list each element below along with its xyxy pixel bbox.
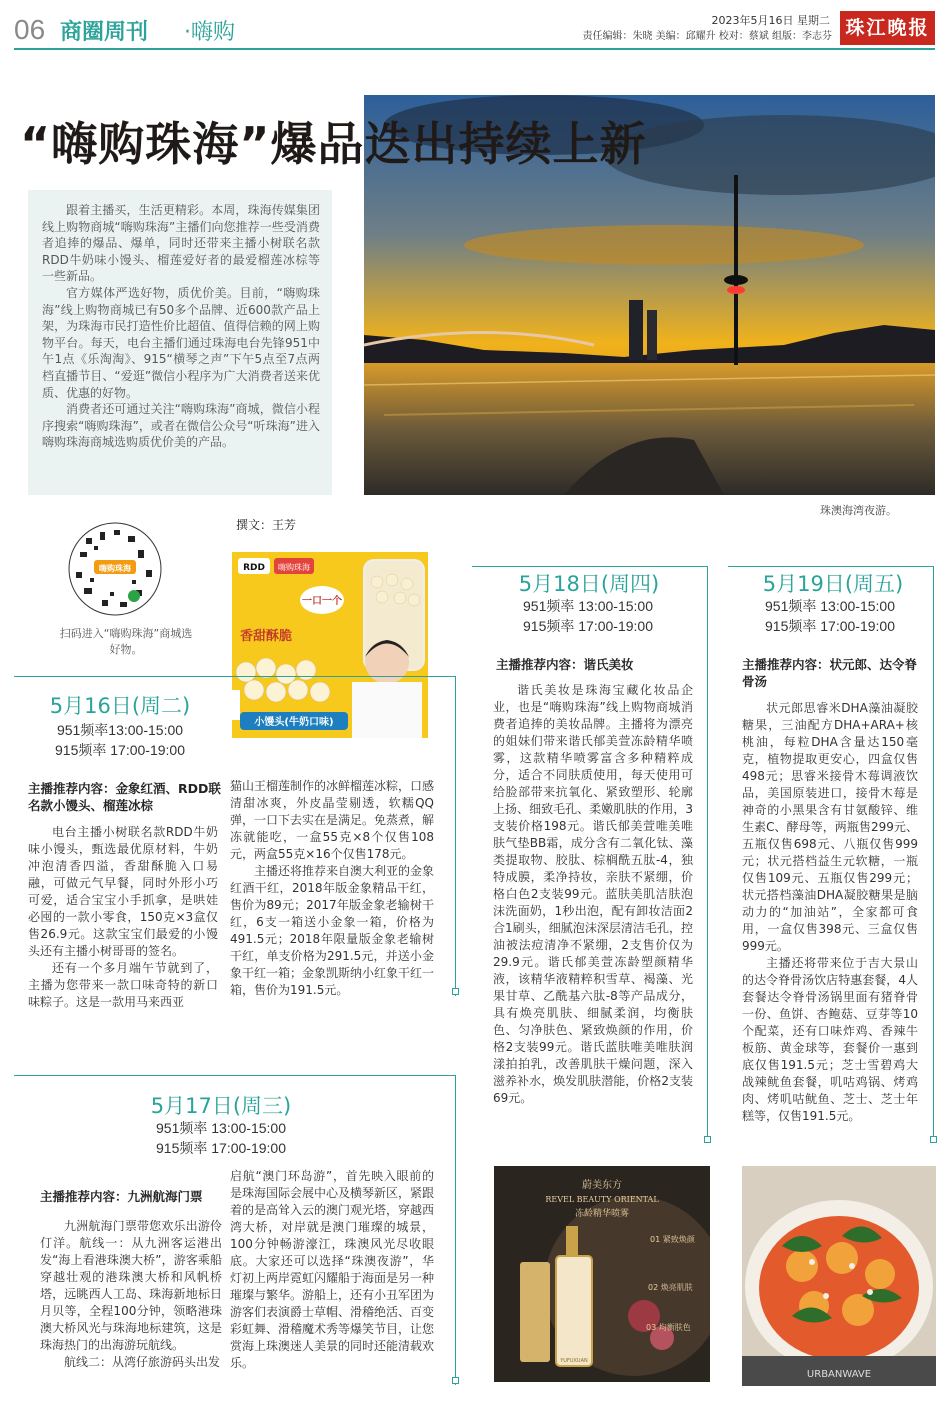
bubble-slogan: 一口一个 bbox=[302, 596, 342, 607]
qr-code[interactable] bbox=[66, 520, 164, 618]
paragraph: 主播还将推荐来自澳大利亚的金象红酒干红，2018年版金象精品干红，售价为89元；2017年版金象老输树干红，6支一箱送小金象一箱，价格为491.5元；2018年限量版金象老输树干红，单支价格为291.5元，并送小金象干红一箱；金象凯斯纳小红象干红一箱，售价为191.5元。 bbox=[230, 864, 435, 997]
intro-paragraph: 消费者还可通过关注“嗨购珠海”商城，微信小程序搜索“嗨购珠海”，或者在微信公众号“听珠海”进入嗨购珠海商城选购质优价美的产品。 bbox=[42, 402, 320, 450]
feature-1: 01 紧致焕颜 bbox=[650, 1235, 695, 1244]
revel-serum-product-image bbox=[494, 1166, 710, 1382]
paragraph: 航线二：从湾仔旅游码头出发 bbox=[64, 1355, 221, 1369]
header-rule bbox=[14, 48, 935, 50]
brand-cn: 蔚美东方 bbox=[582, 1180, 622, 1191]
page-number: 06 bbox=[14, 14, 46, 45]
feature-2: 02 焕亮肌肤 bbox=[648, 1283, 693, 1292]
bottle-brand: YUFUXUAN bbox=[560, 1358, 588, 1364]
qr-caption: 扫码进入“嗨购珠海”商城选好物。 bbox=[59, 627, 193, 656]
rdd-brand-logo: RDD bbox=[243, 563, 265, 573]
may16-body-right bbox=[230, 778, 434, 999]
byline: 撰文：王芳 bbox=[236, 518, 297, 532]
issue-date: 2023年5月16日 星期二 bbox=[711, 14, 830, 27]
paragraph: 谐氏美妆是珠海宝藏化妆品企业，也是“嗨购珠海”线上购物商城消费者追捧的美妆品牌。主播将为漂亮的姐妹们带来谐氏郁美萱冻龄精华喷雾，这款精华喷雾富含多种精粹成分，适合不同肤质使用，每天使用可给脸部带来抗氧化、紧致塑形、轮廓上扬、细致毛孔、柔嫩肌肤的作用，3支装价格198元。谐氏郁美萱唯美唯肤气垫BB霜，成分含有二氧化钛、藻类提取物、胶肽、棕榈酰五肽-4，独特成膜，柔净持妆，亲肤不紧绷，价格白色2支装99元。蓝肤美肌洁肤泡沫洗面奶，1秒出泡，配有卸妆洁面2合1刷头，细腻泡沫深层清洁毛孔，控油被法痘清净不紧绷，2支售价仅为29.9元。谐氏郁美萱冻龄塑颜精华液，该精华液精粹积雪草、褐藻、光果甘草、乙酰基六肽-8等产品成分，具有焕亮肌肤、细腻柔润，均衡肤色、匀净肤色、紧致焕颜的作用，价格2支装99元。谐氏蓝肤唯美唯肤润漾拍拍乳，改善肌肤干燥问题，深入滋养补水，焕发肌肤潜能，价格2支装69元。 bbox=[493, 683, 693, 1105]
headline: “嗨购珠海”爆品迭出持续上新 bbox=[20, 117, 647, 171]
tagline: 香甜酥脆 bbox=[240, 629, 293, 644]
pan-brand: URBANWAVE bbox=[806, 1369, 872, 1380]
may19-topic: 主播推荐内容：状元郎、达令脊骨汤 bbox=[742, 657, 918, 689]
may17-freq-915: 915频率 17:00-19:00 bbox=[156, 1140, 286, 1156]
paragraph: 电台主播小树联名款RDD牛奶味小馒头，甄选最优原材料，牛奶冲泡清香四溢，香甜酥脆入口易融，可做元气早餐，同时外形小巧可爱，适合宝宝小手抓拿，是哄娃必囤的一款小零食，150克×3盒仅售26.9元。这款宝宝们最爱的小馒头还有主播小树哥哥的签名。 bbox=[28, 825, 218, 958]
brand-en: REVEL BEAUTY ORIENTAL bbox=[545, 1195, 659, 1204]
frame-corner bbox=[930, 1136, 937, 1143]
paragraph: 主播还将带来位于吉大景山的达令脊骨汤饮店特惠套餐，4人套餐达令脊骨汤锅里面有猪脊骨一份、鱼饼、杏鲍菇、豆芽等10个配菜，还有口味炸鸡、香辣牛板筋、黄金球等，套餐价一惠到底仅售191.5元；芝士雪碧鸡大战辣鱿鱼套餐，叽咕鸡锅、烤鸡肉、烤叽咕鱿鱼、芝士、芝士年糕等，仅售191.5元。 bbox=[742, 956, 918, 1123]
may16-body-left bbox=[28, 824, 218, 1011]
may17-topic: 主播推荐内容：九洲航海门票 bbox=[40, 1189, 203, 1204]
may16-heading: 5月16日(周二) bbox=[0, 690, 240, 720]
may19-freq-915: 915频率 17:00-19:00 bbox=[765, 618, 895, 634]
product-label: 小馒头(牛奶口味) bbox=[254, 717, 334, 728]
may18-freq-915: 915频率 17:00-19:00 bbox=[523, 618, 653, 634]
qr-center-label: 嗨购珠海 bbox=[99, 564, 131, 573]
newspaper-logo: 珠江晚报 bbox=[840, 11, 935, 45]
may19-body bbox=[742, 700, 918, 1125]
paragraph: 还有一个多月端午节就到了，主播为您带来一款口味奇特的新口味粽子。这是一款用马来西亚 bbox=[28, 961, 218, 1009]
intro-paragraph: 跟着主播买，生活更精彩。本周，珠海传媒集团线上购物商城“嗨购珠海”主播们向您推荐一些受消费者追捧的爆品、爆单，同时还带来主播小树联名款RDD牛奶味小馒头、榴莲爱好者的最爱榴莲冰棕等一些新品。 bbox=[42, 203, 320, 284]
may16-freq-915: 915频率 17:00-19:00 bbox=[55, 742, 185, 758]
paragraph: 状元郎思睿米DHA藻油凝胶糖果，三油配方DHA+ARA+核桃油，每粒DHA含量达150毫克，植物提取更安心，四盒仅售498元；思睿米接骨木莓调液饮品，美国原装进口，接骨木莓是神奇的小黑果含有甘氨酸锌、维生素C、酵母等，两瓶售299元、五瓶仅售698元、八瓶仅售999元；状元搭档益生元软糖，一瓶仅售109元、五瓶仅售299元；状元搭档藻油DHA凝胶糖果是脑动力的“加油站”，全家都可食用，一盒仅售398元、三盒仅售999元。 bbox=[742, 701, 918, 953]
paragraph: 九洲航海门票带您欢乐出游伶仃洋。航线一：从九洲客运港出发“海上看港珠澳大桥”，游客乘船穿越壮观的港珠澳大桥和风帆桥塔，远眺西人工岛、珠海新地标日月贝等，全程100分钟，领略港珠澳大桥风光与珠海地标建筑，这是珠海热门的出海游玩航线。 bbox=[40, 1219, 222, 1352]
haigou-partner-logo: 嗨购珠海 bbox=[278, 563, 310, 572]
may18-body bbox=[493, 682, 693, 1107]
paragraph: 猫山王榴莲制作的冰鲜榴莲冰粽，口感清甜冰爽，外皮晶莹剔透，软糯QQ弹，一口下去实在是满足。免蒸煮，解冻就能吃，一盒55克×8个仅售108元，两盒55克×16个仅售178元。 bbox=[230, 779, 435, 861]
intro-box bbox=[28, 190, 332, 495]
may17-heading: 5月17日(周三) bbox=[112, 1090, 330, 1120]
section-title: 商圈周刊 bbox=[60, 20, 149, 45]
may17-body-right bbox=[230, 1168, 434, 1372]
frame-corner bbox=[452, 988, 459, 995]
photo-caption: 珠澳海湾夜游。 bbox=[820, 504, 897, 517]
paragraph: 启航“澳门环岛游”，首先映入眼前的是珠海国际会展中心及横琴新区，紧跟着的是高耸入云的澳门观光塔，穿越西湾大桥，对岸就是澳门璀璨的城景，100分钟畅游濠江，珠澳风光尽收眼底。大家还可以选择“珠澳夜游”，华灯初上两岸霓虹闪耀船于海面是另一种璀璨与繁华。游船上，还有小丑军团为游客们表演爵士草帽、滑稽绝活、百变彩虹舞、滑稽魔术秀等爆笑节目，让您赏海上珠澳迷人美景的同时还能清载欢乐。 bbox=[230, 1169, 435, 1370]
may17-freq-951: 951频率 13:00-15:00 bbox=[156, 1120, 286, 1136]
feature-3: 03 均衡肤色 bbox=[646, 1323, 691, 1332]
may16-topic: 主播推荐内容：金象红酒、RDD联名款小馒头、榴莲冰棕 bbox=[28, 781, 221, 813]
may19-heading: 5月19日(周五) bbox=[740, 568, 926, 598]
intro-paragraph: 官方媒体严选好物，质优价美。目前，“嗨购珠海”线上购物商城已有50多个品牌、近600款产品上架，为珠海市民打造性价比超值、值得信赖的网上购物平台。每天，电台主播们通过珠海电台先锋951中午1点《乐淘淘》、915“横琴之声”下午5点至7点两档直播节目、“爱逛”微信小程序为广大消费者送来优质、优惠的好物。 bbox=[42, 285, 320, 400]
chicken-dish-photo bbox=[742, 1166, 936, 1386]
may19-freq-951: 951频率 13:00-15:00 bbox=[765, 598, 895, 614]
may18-topic: 主播推荐内容：谐氏美妆 bbox=[496, 657, 634, 672]
may18-heading: 5月18日(周四) bbox=[496, 568, 682, 598]
frame-corner bbox=[452, 1377, 459, 1384]
product-name: 冻龄精华喷雾 bbox=[574, 1209, 630, 1219]
editor-credits: 责任编辑：朱晓 美编：邱耀升 校对：蔡斌 组版：李志芬 bbox=[582, 31, 832, 42]
subsection-title: ·嗨购 bbox=[184, 20, 235, 45]
may16-freq-951: 951频率13:00-15:00 bbox=[56, 722, 184, 738]
may17-body-left bbox=[40, 1218, 222, 1371]
may18-freq-951: 951频率 13:00-15:00 bbox=[523, 598, 653, 614]
frame-corner bbox=[704, 1136, 711, 1143]
